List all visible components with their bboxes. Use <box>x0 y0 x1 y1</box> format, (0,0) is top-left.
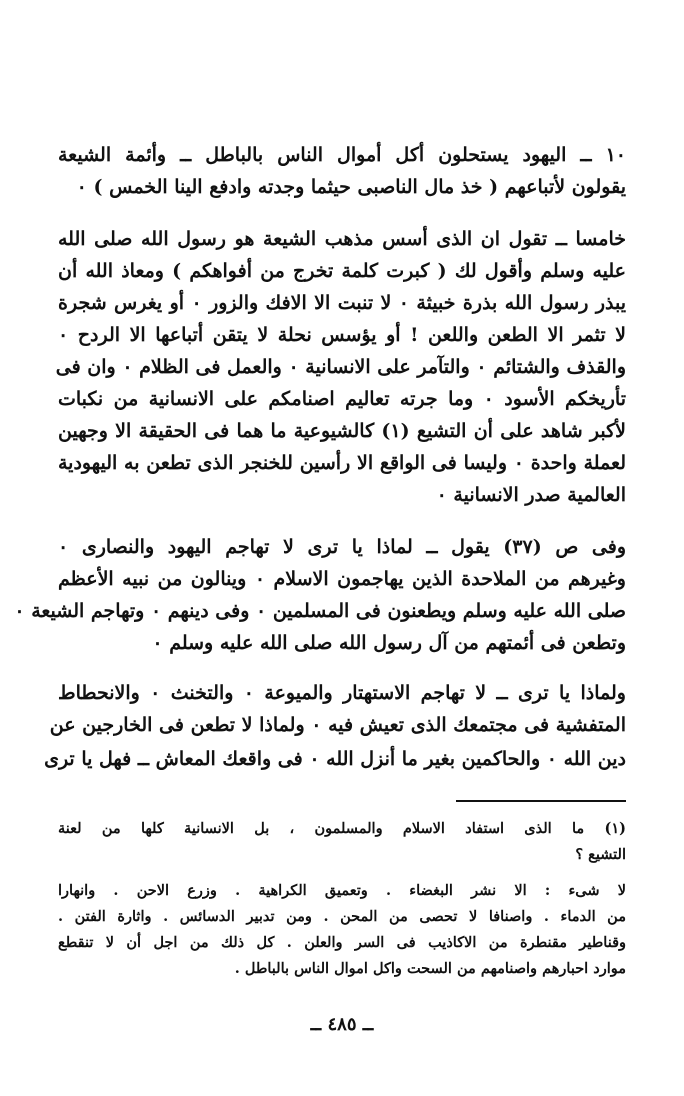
body-line: يقولون لأتباعهم ( خذ مال الناصبى حيثما وجدته وادفع الينا الخمس ) ٠ <box>76 176 626 198</box>
body-line: المتفشية فى مجتمعك الذى تعيش فيه ٠ ولماذا لا تطعن فى الخارجين عن <box>49 714 626 736</box>
body-line: عليه وسلم وأقول لك ( كبرت كلمة تخرج من أفواهكم ) ومعاذ الله أن <box>58 260 626 282</box>
footnote-separator <box>456 800 626 802</box>
body-line: دين الله ٠ والحاكمين بغير ما أنزل الله ٠ فى واقعك المعاش ــ فهل يا ترى <box>44 748 626 770</box>
page-number: ــ ٤٨٥ ــ <box>310 1014 374 1035</box>
body-line: لعملة واحدة ٠ وليسا فى الواقع الا رأسين للخنجر الذى تطعن به اليهودية <box>58 452 626 474</box>
body-line: خامسا ــ تقول ان الذى أسس مذهب الشيعة هو رسول الله صلى الله <box>58 228 626 250</box>
footnote-line: من الدماء . واصنافا لا تحصى من المحن . ومن تدبير الدسائس . واثارة الفتن . <box>58 908 626 925</box>
body-line: صلى الله عليه وسلم ويطعنون فى المسلمين ٠ وفى دينهم ٠ وتهاجم الشيعة ٠ <box>14 600 626 622</box>
body-line: وتطعن فى أئمتهم من آل رسول الله صلى الله عليه وسلم ٠ <box>152 632 626 654</box>
body-line: وغيرهم من الملاحدة الذين يهاجمون الاسلام ٠ وينالون من نبيه الأعظم <box>58 568 626 590</box>
body-line: لأكبر شاهد على أن التشيع (١) كالشيوعية ما هما فى الحقيقة الا وجهين <box>58 420 626 442</box>
body-line: لا تثمر الا الطعن واللعن ! أو يؤسس نحلة لا يتقن أتباعها الا الردح ٠ <box>58 324 626 346</box>
footnote-line: موارد احبارهم واصنامهم من السحت واكل اموال الناس بالباطل . <box>234 960 626 977</box>
footnote-line: (١) ما الذى استفاد الاسلام والمسلمون ، بل الانسانية كلها من لعنة <box>58 820 626 837</box>
footnote-line: لا شىء : الا نشر البغضاء . وتعميق الكراهية . وزرع الاحن . وانهارا <box>58 882 626 899</box>
body-line: يبذر رسول الله بذرة خبيثة ٠ لا تنبت الا الافك والزور ٠ أو يغرس شجرة <box>58 292 626 314</box>
footnote-line: وقناطير مقنطرة من الاكاذيب فى السر والعلن . كل ذلك من اجل أن لا تنقطع <box>58 934 626 951</box>
body-line: العالمية صدر الانسانية ٠ <box>436 484 626 506</box>
body-line: تأريخكم الأسود ٠ وما جرته تعاليم اصنامكم على الانسانية من نكبات <box>58 388 627 410</box>
body-line: وفى ص (٣٧) يقول ــ لماذا يا ترى لا تهاجم اليهود والنصارى ٠ <box>58 536 626 558</box>
body-line: ١٠ ــ اليهود يستحلون أكل أموال الناس بالباطل ــ وأئمة الشيعة <box>58 144 626 166</box>
footnote-line: التشيع ؟ <box>575 846 626 863</box>
body-line: ولماذا يا ترى ــ لا تهاجم الاستهتار والميوعة ٠ والتخنث ٠ والانحطاط <box>58 682 626 704</box>
body-line: والقذف والشتائم ٠ والتآمر على الانسانية ٠ والعمل فى الظلام ٠ وان فى <box>55 356 626 378</box>
